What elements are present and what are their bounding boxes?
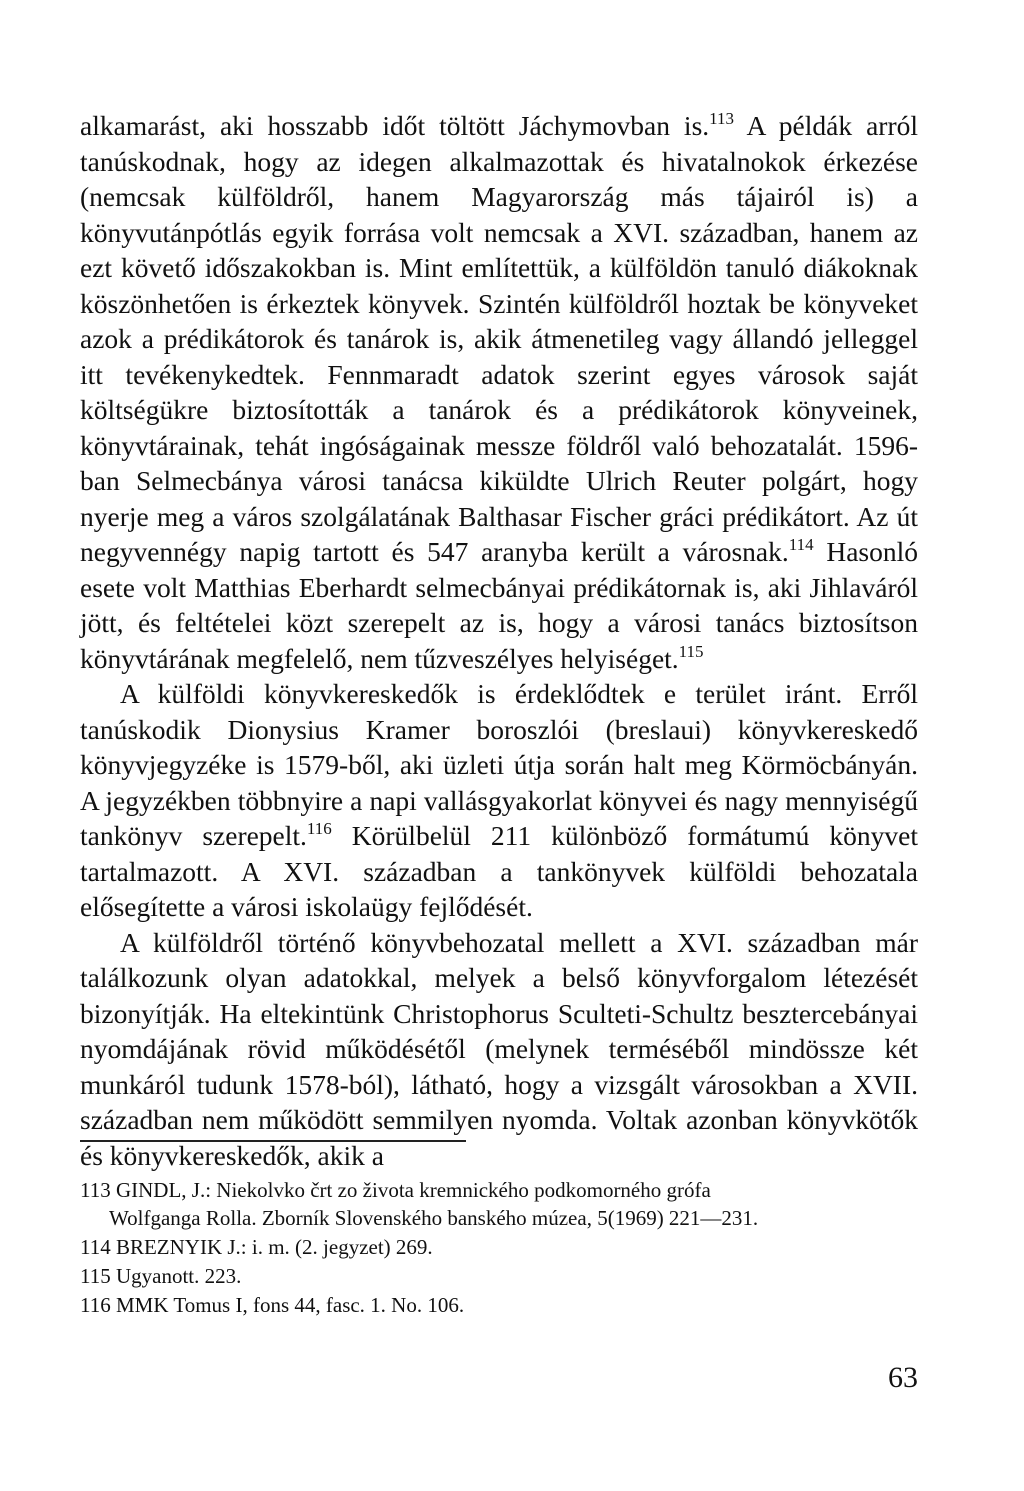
main-text [80, 108, 918, 1173]
text-run: A példák arról tanúskodnak, hogy az idegen alkalmazottak és hivatalnokok érkezése (nemcsak külföldről, hanem Magyarország más tájairól is) a könyvutánpótlás egyik forrása volt nemcsak a XVI. században, hanem az ezt követő időszakokban is. Mint említettük, a külföldön tanuló diákoknak köszönhetően is érkeztek könyvek. Szintén külföldről hoztak be könyveket azok a prédikátorok és tanárok is, akik átmenetileg vagy állandó jelleggel itt tevékenykedtek. Fennmaradt adatok szerint egyes városok saját költségükre biztosították a tanárok és a prédikátorok könyveinek, könyvtárainak, tehát ingóságainak messze földről való behozatalát. 1596-ban Selmecbánya városi tanácsa kiküldte Ulrich Reuter polgárt, hogy nyerje meg a város szolgálatának Balthasar Fischer gráci prédikátort. Az út negyvennégy napig tartott és 547 aranyba került a városnak. [80, 110, 918, 567]
footnote-reference: 113 [709, 109, 735, 128]
footnote [80, 1233, 920, 1261]
paragraph [80, 108, 918, 676]
footnote-text: 115 Ugyanott. 223. [80, 1264, 242, 1288]
text-run: Körülbelül 211 különböző formátumú könyvet tartalmazott. A XVI. században a tankönyvek külföldi behozatala elősegítette a városi iskolaügy fejlődését. [80, 820, 918, 922]
text-run: alkamarást, aki hosszabb időt töltött Jáchymovban is. [80, 110, 710, 141]
page-body [80, 108, 918, 1173]
paragraph [80, 676, 918, 925]
text-run: A külföldi könyvkereskedők is érdeklődtek e terület iránt. Erről tanúskodik Dionysius Kramer boroszlói (breslaui) könyvkereskedő könyvjegyzéke is 1579-ből, aki üzleti útja során halt meg Körmöcbányán. A jegyzékben többnyire a napi vallásgyakorlat könyvei és nagy mennyiségű tankönyv szerepelt. [80, 678, 918, 851]
footnotes [80, 1176, 920, 1320]
text-run: A külföldről történő könyvbehozatal mellett a XVI. században már találkozunk olyan adatokkal, melyek a belső könyvforgalom létezését bizonyítják. Ha eltekintünk Christophorus Sculteti-Schultz besztercebányai nyomdájának rövid működésétől (melynek terméséből mindössze két munkáról tudunk 1578-ból), látható, hogy a vizsgált városokban a XVII. században nem működött semmilyen nyomda. Voltak azonban könyvkötők és könyvkereskedők, akik a [80, 926, 918, 1171]
footnote-text: 116 MMK Tomus I, fons 44, fasc. 1. No. 106. [80, 1293, 465, 1317]
footnote [80, 1262, 920, 1290]
footnote-continuation: Wolfganga Rolla. Zborník Slovenského banského múzea, 5(1969) 221—231. [109, 1206, 759, 1230]
footnote-reference: 114 [788, 535, 814, 554]
footnote-separator [80, 1140, 466, 1142]
text-run: Hasonló esete volt Matthias Eberhardt selmecbányai prédikátornak is, aki Jihlaváról jött, és feltételei közt szerepelt az is, hogy a városi tanács biztosítson könyvtárának megfelelő, nem tűzveszélyes helyiséget. [80, 536, 918, 674]
footnote-text: 114 BREZNYIK J.: i. m. (2. jegyzet) 269. [80, 1235, 433, 1259]
paragraph [80, 925, 918, 1174]
footnote-text: 113 GINDL, J.: Niekolvko črt zo života kremnického podkomorného grófa [80, 1178, 711, 1202]
footnote-reference: 115 [678, 641, 704, 661]
page-number: 63 [888, 1361, 918, 1394]
footnote [80, 1176, 920, 1232]
footnote-reference: 116 [306, 819, 332, 838]
footnote [80, 1291, 920, 1319]
